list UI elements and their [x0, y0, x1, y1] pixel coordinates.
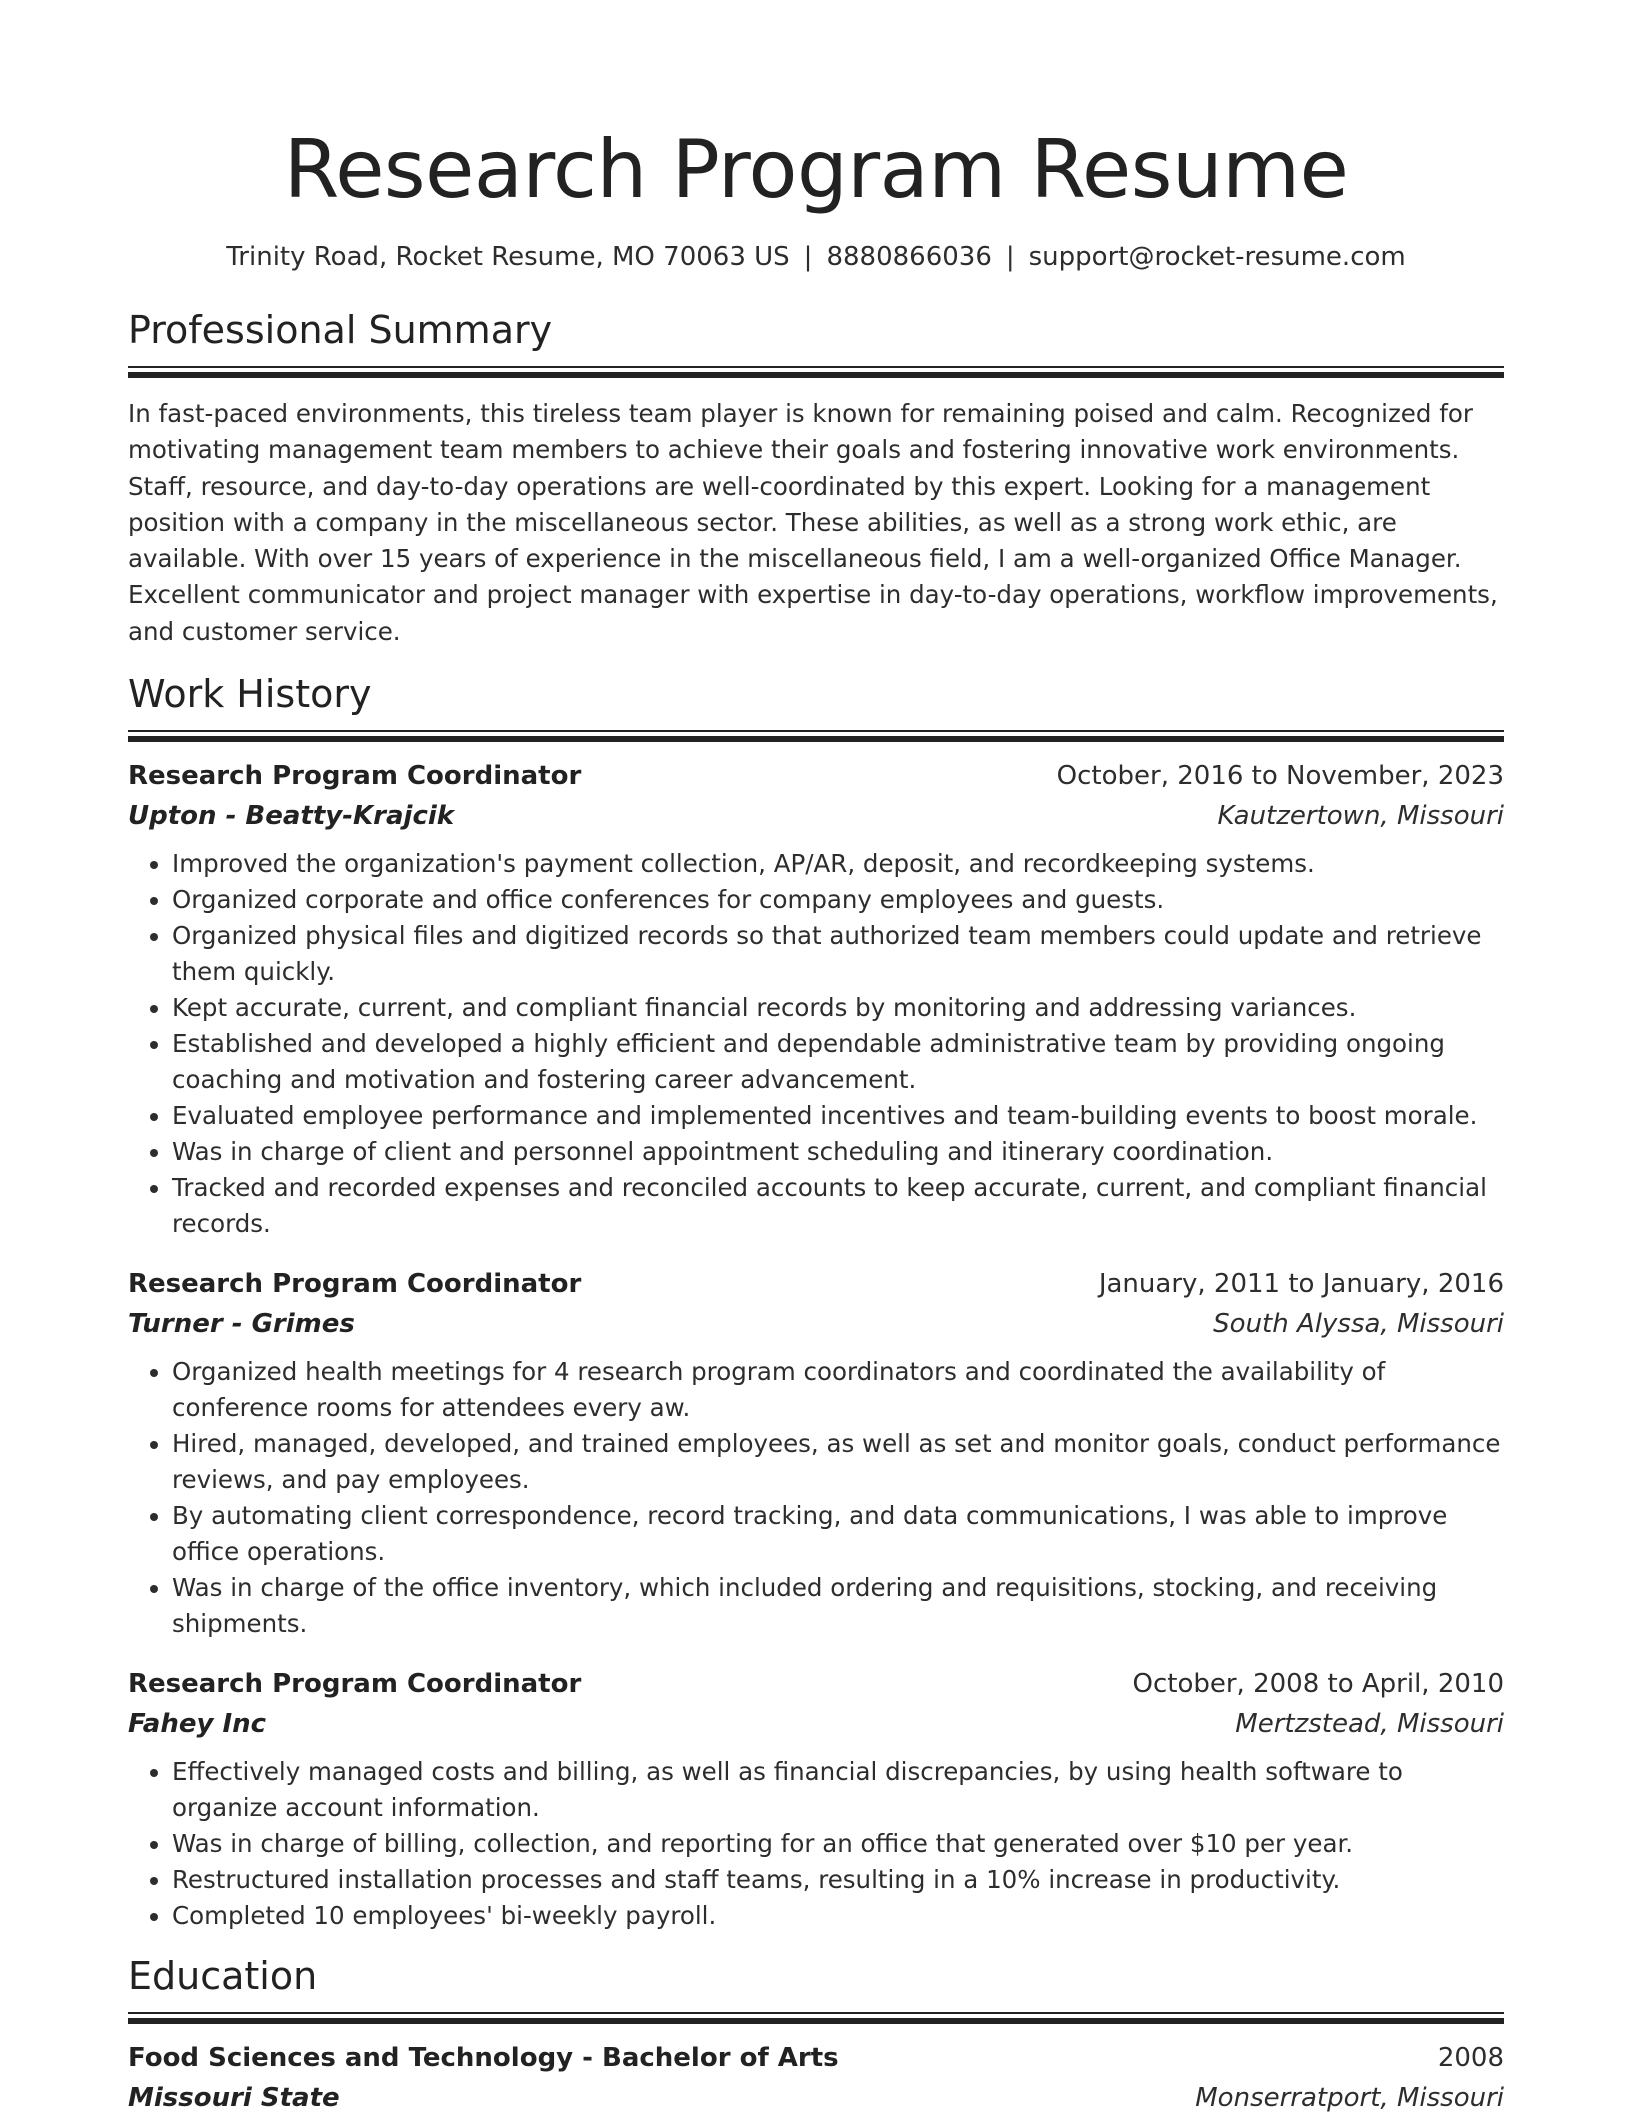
- job-title: Research Program Coordinator: [128, 1669, 582, 1700]
- job-bullet: • Restructured installation processes and staff teams, resulting in a 10% increase in productivity.: [172, 1862, 1504, 1898]
- job-dates: January, 2011 to January, 2016: [1098, 1269, 1504, 1300]
- job-header-row: [128, 756, 1504, 796]
- job-bullet: • Organized corporate and office conferences for company employees and guests.: [172, 882, 1504, 918]
- job-company: Upton - Beatty-Krajcik: [128, 801, 455, 832]
- job-bullet: • By automating client correspondence, record tracking, and data communications, I was able to improve office operations.: [172, 1498, 1504, 1570]
- job-location: Kautzertown, Missouri: [1217, 801, 1504, 832]
- job-bullet: • Was in charge of client and personnel appointment scheduling and itinerary coordination.: [172, 1134, 1504, 1170]
- education-school-row: [128, 2078, 1504, 2118]
- job-company-row: [128, 1704, 1504, 1744]
- job-bullet: • Effectively managed costs and billing, as well as financial discrepancies, by using health software to organize account information.: [172, 1754, 1504, 1826]
- job-title: Research Program Coordinator: [128, 761, 582, 792]
- job-bullet-list: [128, 1754, 1504, 1934]
- education-school: Missouri State: [128, 2083, 340, 2114]
- section-heading-education: Education: [128, 1954, 318, 1999]
- job-bullet: • Established and developed a highly efficient and dependable administrative team by providing ongoing coaching and motivation and fostering career advancement.: [172, 1026, 1504, 1098]
- section-divider: [128, 730, 1504, 742]
- summary-text: In fast-paced environments, this tireless team player is known for remaining poised and calm. Recognized for motivating management team members to achieve their goals and fostering innovative work environments. Staff, resource, and day-to-day operations are well-coordinated by this expert. Looking for a management position with a company in the miscellaneous sector. These abilities, as well as a strong work ethic, are available. With over 15 years of experience in the miscellaneous field, I am a well-organized Office Manager. Excellent communicator and project manager with expertise in day-to-day operations, workflow improvements, and customer service.: [128, 399, 1498, 646]
- job-company-row: [128, 1304, 1504, 1344]
- job-header-row: [128, 1264, 1504, 1304]
- job-bullet: • Tracked and recorded expenses and reconciled accounts to keep accurate, current, and compliant financial records.: [172, 1170, 1504, 1242]
- job-bullet: • Evaluated employee performance and implemented incentives and team-building events to boost morale.: [172, 1098, 1504, 1134]
- section-heading-work-history: Work History: [128, 672, 372, 717]
- contact-address: Trinity Road, Rocket Resume, MO 70063 US: [226, 242, 790, 272]
- job-bullet: • Organized health meetings for 4 research program coordinators and coordinated the availability of conference rooms for attendees every aw.: [172, 1354, 1504, 1426]
- section-divider: [128, 2012, 1504, 2024]
- resume-title: Research Program Resume: [283, 123, 1349, 216]
- section-heading-summary: Professional Summary: [128, 308, 553, 352]
- job-bullet: • Hired, managed, developed, and trained employees, as well as set and monitor goals, conduct performance reviews, and pay employees.: [172, 1426, 1504, 1498]
- education-degree: Food Sciences and Technology - Bachelor of Arts: [128, 2043, 839, 2074]
- contact-phone: 8880866036: [826, 242, 992, 272]
- job-company-row: [128, 796, 1504, 836]
- job-bullet: • Was in charge of the office inventory, which included ordering and requisitions, stocking, and receiving shipments.: [172, 1570, 1504, 1642]
- job-company: Turner - Grimes: [128, 1309, 355, 1340]
- job-entry: [128, 756, 1504, 1242]
- job-header-row: [128, 1664, 1504, 1704]
- education-location: Monserratport, Missouri: [1195, 2083, 1504, 2114]
- job-bullet: • Kept accurate, current, and compliant financial records by monitoring and addressing variances.: [172, 990, 1504, 1026]
- job-company: Fahey Inc: [128, 1709, 267, 1740]
- job-entry: [128, 1664, 1504, 1934]
- job-location: Mertzstead, Missouri: [1235, 1709, 1504, 1740]
- section-divider: [128, 366, 1504, 378]
- education-section: [128, 1952, 1504, 2118]
- job-dates: October, 2008 to April, 2010: [1132, 1669, 1504, 1700]
- job-title: Research Program Coordinator: [128, 1269, 582, 1300]
- job-entry: [128, 1264, 1504, 1642]
- job-bullet: • Was in charge of billing, collection, and reporting for an office that generated over $10 per year.: [172, 1826, 1504, 1862]
- job-bullet: • Improved the organization's payment collection, AP/AR, deposit, and recordkeeping systems.: [172, 846, 1504, 882]
- contact-email: support@rocket-resume.com: [1028, 242, 1406, 272]
- contact-line: [128, 240, 1504, 274]
- contact-separator: |: [1005, 242, 1015, 272]
- work-history-section: [128, 670, 1504, 1934]
- summary-section: [128, 306, 1504, 650]
- education-entry: [128, 2038, 1504, 2118]
- education-year: 2008: [1437, 2043, 1504, 2074]
- job-dates: October, 2016 to November, 2023: [1056, 761, 1504, 792]
- job-bullet-list: [128, 846, 1504, 1242]
- job-bullet: • Completed 10 employees' bi-weekly payroll.: [172, 1898, 1504, 1934]
- education-header-row: [128, 2038, 1504, 2078]
- job-location: South Alyssa, Missouri: [1213, 1309, 1504, 1340]
- contact-separator: |: [803, 242, 813, 272]
- job-bullet-list: [128, 1354, 1504, 1642]
- job-bullet: • Organized physical files and digitized records so that authorized team members could update and retrieve them quickly.: [172, 918, 1504, 990]
